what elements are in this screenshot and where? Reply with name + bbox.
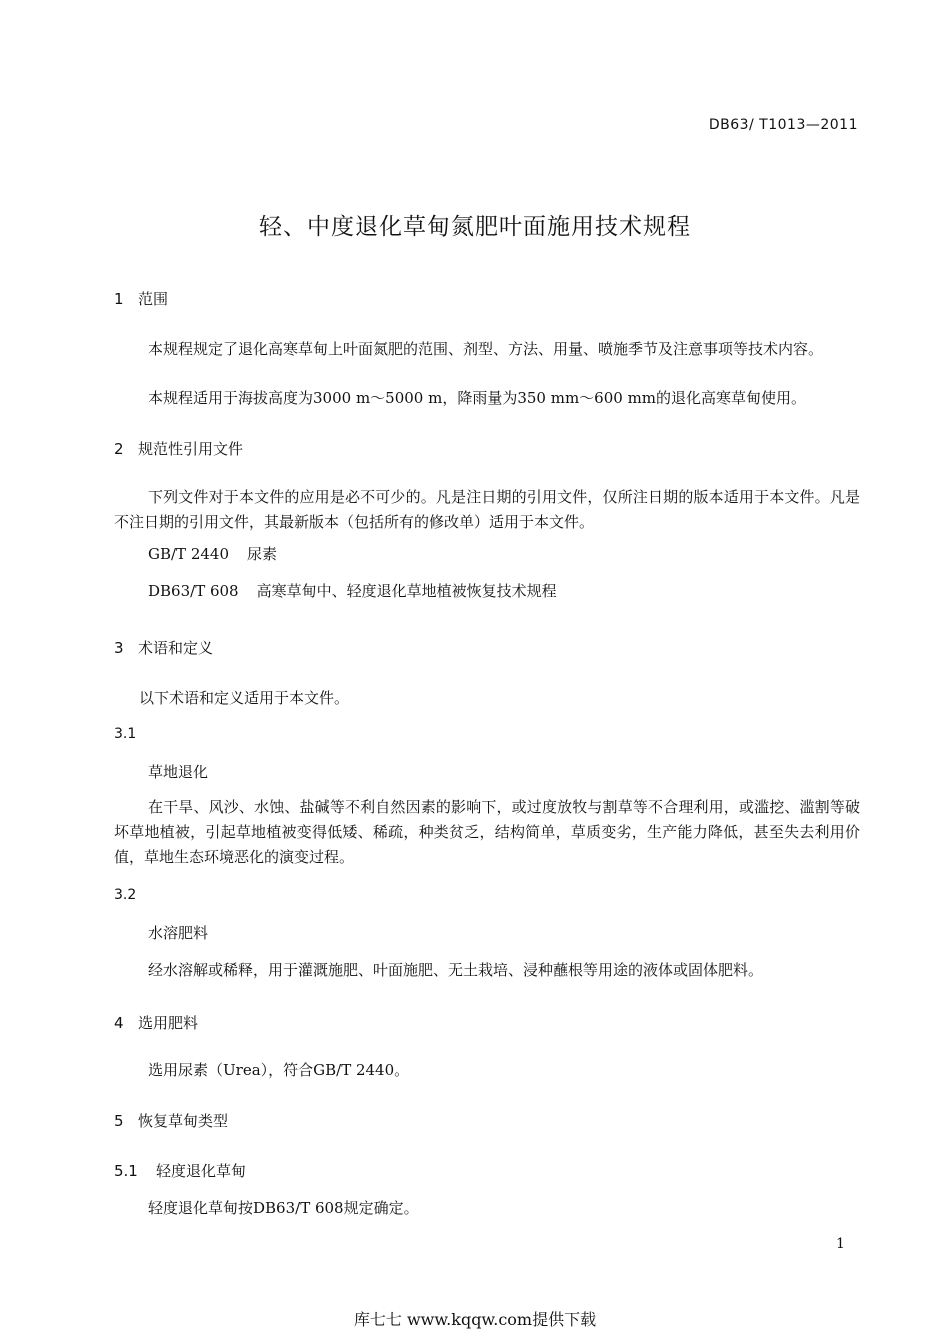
section-4-heading bbox=[114, 1012, 198, 1033]
footer-watermark: 库七七 www.kqqw.com提供下载 bbox=[353, 1310, 597, 1329]
term-3-2-name: 水溶肥料 bbox=[148, 924, 209, 942]
section-number: 1 bbox=[114, 290, 124, 308]
subsection-5-1-paragraph-1: 轻度退化草甸按DB63/T 608规定确定。 bbox=[148, 1199, 419, 1217]
section-3-intro: 以下术语和定义适用于本文件。 bbox=[139, 689, 350, 707]
term-3-2-definition: 经水溶解或稀释，用于灌溉施肥、叶面施肥、无土栽培、浸种蘸根等用途的液体或固体肥料。 bbox=[148, 961, 764, 979]
section-1-paragraph-1: 本规程规定了退化高寒草甸上叶面氮肥的范围、剂型、方法、用量、喷施季节及注意事项等技术内容。 bbox=[148, 340, 824, 358]
section-3-heading bbox=[114, 637, 213, 658]
subsection-5-1-heading bbox=[114, 1160, 246, 1181]
subsection-title: 轻度退化草甸 bbox=[156, 1162, 247, 1180]
section-title: 术语和定义 bbox=[138, 639, 214, 657]
reference-item bbox=[148, 580, 557, 601]
reference-item bbox=[148, 543, 277, 564]
section-5-heading bbox=[114, 1110, 228, 1131]
section-number: 2 bbox=[114, 440, 124, 458]
section-1-heading bbox=[114, 288, 168, 309]
section-4-paragraph-1: 选用尿素（Urea），符合GB/T 2440。 bbox=[148, 1061, 410, 1079]
term-3-1-name: 草地退化 bbox=[148, 763, 209, 781]
reference-code: GB/T 2440 bbox=[148, 545, 230, 563]
section-number: 3 bbox=[114, 639, 124, 657]
term-3-1-number: 3.1 bbox=[114, 726, 137, 742]
section-title: 选用肥料 bbox=[138, 1014, 199, 1032]
subsection-number: 5.1 bbox=[114, 1162, 138, 1180]
section-2-heading bbox=[114, 438, 243, 459]
page-title: 轻、中度退化草甸氮肥叶面施用技术规程 bbox=[259, 214, 691, 240]
page-number: 1 bbox=[836, 1236, 845, 1252]
section-title: 范围 bbox=[138, 290, 169, 308]
term-3-1-definition: 在干旱、风沙、水蚀、盐碱等不利自然因素的影响下，或过度放牧与割草等不合理利用，或滥挖、滥割等破坏草地植被，引起草地植被变得低矮、稀疏，种类贫乏，结构简单，草质变劣，生产能力降低，甚至失去利用价值，草地生态环境恶化的演变过程。 bbox=[114, 798, 860, 866]
section-title: 恢复草甸类型 bbox=[138, 1112, 229, 1130]
section-title: 规范性引用文件 bbox=[138, 440, 244, 458]
section-number: 4 bbox=[114, 1014, 124, 1032]
reference-code: DB63/T 608 bbox=[148, 582, 239, 600]
section-number: 5 bbox=[114, 1112, 124, 1130]
reference-title: 高寒草甸中、轻度退化草地植被恢复技术规程 bbox=[256, 582, 557, 600]
reference-title: 尿素 bbox=[247, 545, 278, 563]
section-2-paragraph-1: 下列文件对于本文件的应用是必不可少的。凡是注日期的引用文件，仅所注日期的版本适用于本文件。凡是不注日期的引用文件，其最新版本（包括所有的修改单）适用于本文件。 bbox=[114, 488, 860, 531]
document-code: DB63/ T1013—2011 bbox=[708, 117, 858, 133]
term-3-2-number: 3.2 bbox=[114, 887, 137, 903]
section-1-paragraph-2: 本规程适用于海拔高度为3000 m～5000 m，降雨量为350 mm～600 mm的退化高寒草甸使用。 bbox=[148, 389, 807, 407]
